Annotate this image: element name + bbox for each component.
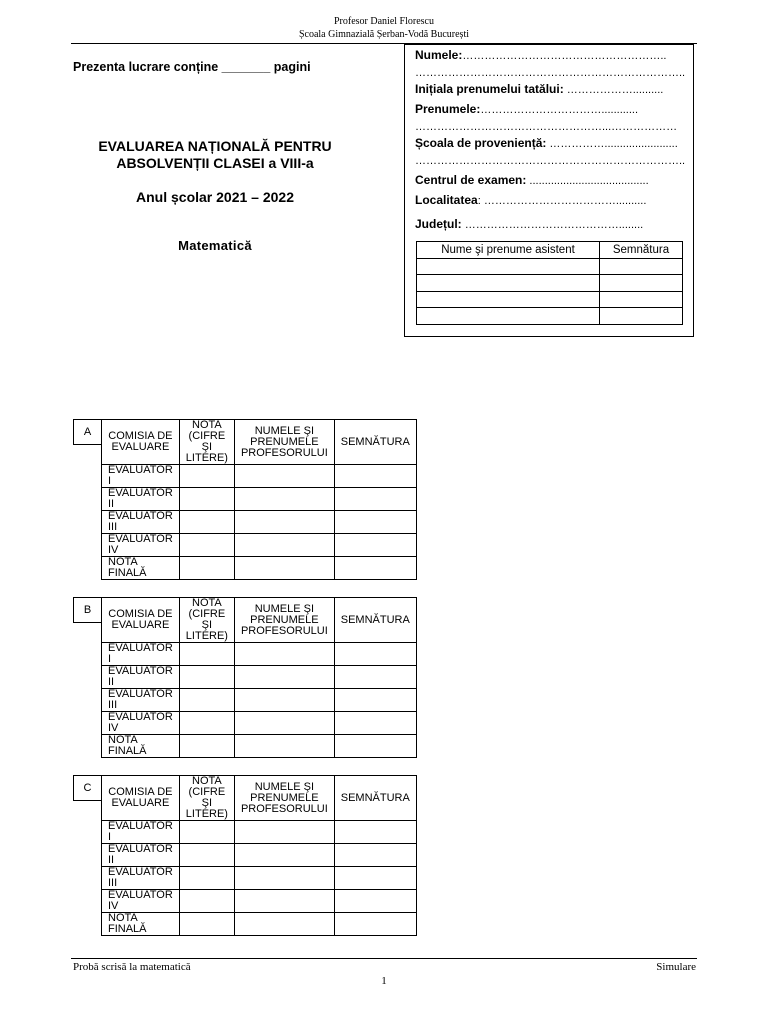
signature-cell[interactable]: [334, 643, 416, 666]
evaluation-row: [102, 689, 417, 712]
pages-count-line: Prezenta lucrare conține _______ pagini: [73, 60, 311, 74]
teacher-name-cell[interactable]: [234, 844, 334, 867]
teacher-name-cell[interactable]: [234, 913, 334, 936]
assistant-table: [416, 241, 683, 325]
signature-cell[interactable]: [334, 913, 416, 936]
evaluation-row: [102, 488, 417, 511]
grade-cell[interactable]: [179, 465, 234, 488]
evaluation-row: [102, 643, 417, 666]
evaluation-row: [102, 534, 417, 557]
assistant-table-row: [417, 258, 683, 275]
id-field-label: Școala de proveniență:: [415, 136, 547, 150]
id-field-dots: ……………………………………........: [461, 219, 644, 231]
grade-cell[interactable]: [179, 712, 234, 735]
id-field-row[interactable]: [415, 119, 687, 134]
teacher-name-cell[interactable]: [234, 689, 334, 712]
signature-cell[interactable]: [334, 735, 416, 758]
evaluation-row: [102, 666, 417, 689]
teacher-name-header: NUMELE ŞI PRENUMELE PROFESORULUI: [234, 420, 334, 465]
id-field-label: Numele:: [415, 48, 463, 62]
id-field-label: Localitatea: [415, 193, 478, 207]
signature-cell[interactable]: [334, 844, 416, 867]
id-field-dots: ………………………………………………………………..: [415, 67, 686, 79]
id-field-dots: ……………………………............: [480, 104, 639, 116]
footer-subject: Probă scrisă la matematică: [73, 961, 191, 973]
evaluation-row: [102, 735, 417, 758]
id-field-row[interactable]: [415, 102, 687, 117]
signature-cell[interactable]: [334, 867, 416, 890]
id-field-dots: ………………………………………………………………..: [415, 155, 686, 167]
grade-cell[interactable]: [179, 890, 234, 913]
assistant-signature-cell[interactable]: [600, 275, 683, 292]
assistant-signature-cell[interactable]: [600, 258, 683, 275]
evaluator-label: EVALUATOR IV: [102, 712, 180, 735]
grade-cell[interactable]: [179, 666, 234, 689]
assistant-table-row: [417, 308, 683, 325]
header-school: Școala Gimnazială Șerban-Vodă București: [298, 29, 470, 40]
evaluation-row: [102, 913, 417, 936]
evaluation-section-letter: A: [73, 419, 102, 445]
assistant-signature-cell[interactable]: [600, 291, 683, 308]
teacher-name-cell[interactable]: [234, 821, 334, 844]
evaluation-grid: [101, 775, 417, 936]
grade-cell[interactable]: [179, 534, 234, 557]
evaluator-label: EVALUATOR III: [102, 867, 180, 890]
id-field-row[interactable]: [415, 65, 687, 80]
grade-cell[interactable]: [179, 821, 234, 844]
teacher-name-cell[interactable]: [234, 465, 334, 488]
teacher-name-cell[interactable]: [234, 488, 334, 511]
signature-cell[interactable]: [334, 666, 416, 689]
exam-title-line1: EVALUAREA NAȚIONALĂ PENTRU: [98, 138, 332, 154]
evaluation-header-row: [102, 420, 417, 465]
student-identification-box: [404, 44, 694, 337]
evaluation-header-row: [102, 776, 417, 821]
evaluation-grid: [101, 419, 417, 580]
signature-cell[interactable]: [334, 534, 416, 557]
exam-title: [60, 138, 370, 172]
commission-header: COMISIA DE EVALUARE: [102, 598, 180, 643]
evaluation-section-letter: C: [73, 775, 102, 801]
signature-header: SEMNĂTURA: [334, 776, 416, 821]
evaluator-label: NOTA FINALĂ: [102, 913, 180, 936]
signature-cell[interactable]: [334, 689, 416, 712]
grade-cell[interactable]: [179, 867, 234, 890]
evaluation-row: [102, 890, 417, 913]
evaluator-label: EVALUATOR II: [102, 844, 180, 867]
id-field-dots: ………………………………………………..: [462, 50, 667, 62]
signature-cell[interactable]: [334, 557, 416, 580]
assistant-name-cell[interactable]: [417, 275, 600, 292]
id-field-label: Centrul de examen:: [415, 173, 527, 187]
id-field-dots: ……………………………………………...………………: [415, 121, 678, 133]
evaluator-label: EVALUATOR IV: [102, 534, 180, 557]
evaluator-label: EVALUATOR I: [102, 821, 180, 844]
teacher-name-cell[interactable]: [234, 867, 334, 890]
signature-header: SEMNĂTURA: [334, 420, 416, 465]
commission-header: COMISIA DE EVALUARE: [102, 420, 180, 465]
id-field-row[interactable]: [415, 193, 687, 208]
footer-type: Simulare: [656, 961, 696, 973]
header-author: Profesor Daniel Florescu: [334, 16, 434, 27]
teacher-name-cell[interactable]: [234, 534, 334, 557]
grade-cell[interactable]: [179, 844, 234, 867]
evaluation-section-letter: B: [73, 597, 102, 623]
signature-cell[interactable]: [334, 890, 416, 913]
exam-subject: Matematică: [178, 238, 252, 253]
evaluation-row: [102, 821, 417, 844]
grade-cell[interactable]: [179, 735, 234, 758]
id-field-dots: ……………........................: [546, 138, 678, 150]
assistant-signature-header: Semnătura: [600, 242, 683, 259]
grade-cell[interactable]: [179, 643, 234, 666]
assistant-name-cell[interactable]: [417, 308, 600, 325]
assistant-name-cell[interactable]: [417, 291, 600, 308]
teacher-name-cell[interactable]: [234, 511, 334, 534]
evaluator-label: EVALUATOR III: [102, 689, 180, 712]
teacher-name-cell[interactable]: [234, 557, 334, 580]
evaluator-label: NOTA FINALĂ: [102, 557, 180, 580]
grade-header: NOTA (CIFRE ŞI LITERE): [179, 598, 234, 643]
id-field-label: Inițiala prenumelui tatălui:: [415, 82, 564, 96]
signature-cell[interactable]: [334, 488, 416, 511]
id-field-row[interactable]: [415, 217, 687, 232]
assistant-name-cell[interactable]: [417, 258, 600, 275]
evaluator-label: EVALUATOR I: [102, 643, 180, 666]
evaluation-grid: [101, 597, 417, 758]
grade-header: NOTA (CIFRE ŞI LITERE): [179, 420, 234, 465]
page-number: 1: [381, 975, 387, 987]
id-field-row[interactable]: [415, 136, 687, 151]
grade-cell[interactable]: [179, 689, 234, 712]
id-field-dots: ………………..........: [563, 84, 664, 96]
school-year: Anul școlar 2021 – 2022: [136, 189, 294, 205]
id-field-row[interactable]: [415, 48, 687, 63]
evaluator-label: EVALUATOR III: [102, 511, 180, 534]
teacher-name-cell[interactable]: [234, 712, 334, 735]
teacher-name-header: NUMELE ŞI PRENUMELE PROFESORULUI: [234, 776, 334, 821]
id-field-label: Prenumele:: [415, 102, 481, 116]
signature-cell[interactable]: [334, 465, 416, 488]
evaluation-row: [102, 511, 417, 534]
evaluation-header-row: [102, 598, 417, 643]
id-field-dots: .......................................: [526, 175, 649, 187]
evaluation-row: [102, 712, 417, 735]
evaluator-label: EVALUATOR II: [102, 666, 180, 689]
grade-cell[interactable]: [179, 511, 234, 534]
evaluator-label: EVALUATOR II: [102, 488, 180, 511]
commission-header: COMISIA DE EVALUARE: [102, 776, 180, 821]
evaluation-row: [102, 465, 417, 488]
id-field-row[interactable]: [415, 82, 687, 97]
signature-header: SEMNĂTURA: [334, 598, 416, 643]
grade-header: NOTA (CIFRE ŞI LITERE): [179, 776, 234, 821]
signature-cell[interactable]: [334, 511, 416, 534]
signature-cell[interactable]: [334, 712, 416, 735]
id-field-label: Județul:: [415, 217, 462, 231]
grade-cell[interactable]: [179, 913, 234, 936]
id-field-dots: : ………………………………..........: [477, 195, 647, 207]
assistant-name-header: Nume şi prenume asistent: [417, 242, 600, 259]
assistant-table-row: [417, 291, 683, 308]
teacher-name-cell[interactable]: [234, 643, 334, 666]
exam-title-line2: ABSOLVENȚII CLASEI a VIII-a: [116, 155, 314, 171]
evaluator-label: EVALUATOR I: [102, 465, 180, 488]
teacher-name-cell[interactable]: [234, 735, 334, 758]
signature-cell[interactable]: [334, 821, 416, 844]
teacher-name-cell[interactable]: [234, 890, 334, 913]
id-field-row[interactable]: [415, 153, 687, 168]
evaluation-row: [102, 844, 417, 867]
evaluation-row: [102, 557, 417, 580]
evaluation-row: [102, 867, 417, 890]
footer-divider: [71, 958, 697, 959]
evaluator-label: EVALUATOR IV: [102, 890, 180, 913]
grade-cell[interactable]: [179, 488, 234, 511]
grade-cell[interactable]: [179, 557, 234, 580]
teacher-name-header: NUMELE ŞI PRENUMELE PROFESORULUI: [234, 598, 334, 643]
assistant-signature-cell[interactable]: [600, 308, 683, 325]
id-field-row[interactable]: [415, 173, 687, 188]
assistant-table-row: [417, 275, 683, 292]
evaluator-label: NOTA FINALĂ: [102, 735, 180, 758]
teacher-name-cell[interactable]: [234, 666, 334, 689]
